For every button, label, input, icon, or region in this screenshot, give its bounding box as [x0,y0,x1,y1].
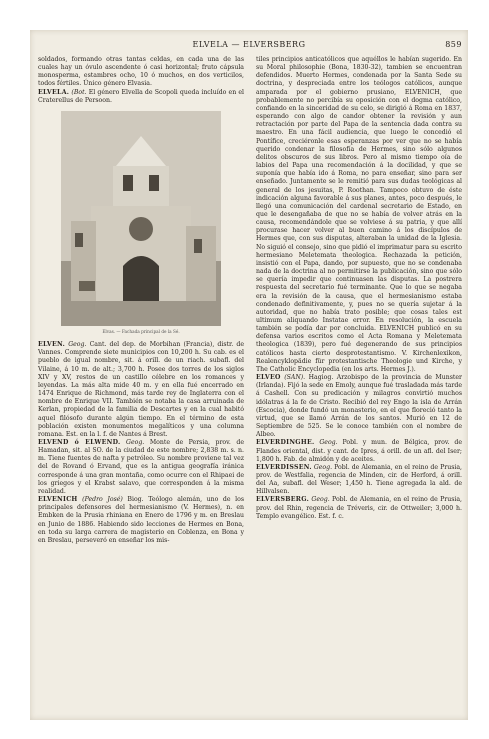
entry-headword: ELVERDINGHE. [256,439,315,447]
entry-abbr: (SAN). [284,374,306,382]
dictionary-entry [38,89,244,105]
dictionary-entry [38,496,244,545]
entry-abbr: (Bot. [71,88,87,96]
paragraph: soldados, formando otras tantas celdas, en cada una de las cuales hay un óvulo ascendente ó casi horizontal; fruto cápsula monosperma, estambres ocho, 10 ó muchos, en dos verticilos, todos fértiles. Único género Elvasia. [38,56,244,88]
entry-headword: ELVEN. [38,341,66,349]
left-column [38,56,244,545]
entry-headword: ELVERDISSEN. [256,463,312,471]
paragraph: tiles principios anticatólicos que aquéllos le habían sugerido. En su Moral philosophie (Bona, 1830-32), tambien se encuentran defendidos. Muerto Hermes, condenada por la Santa Sede su doctrina, y despreciada entre los teólogos católicos, aunque amparada por el gobierno prusiano, ELVENICH, que probablemente no percibía su oposición con el dogma católico, confiando en la sinceridad de su celo, se dirigió á Roma en 1837, esperando con algo de candor obtener la revisión y aun retractación por parte del Papa de la sentencia dada contra su maestro. En una fácil audiencia, que luego le concedió el Pontífice, creciéronle esas esperanzas por ver que no se había querido condenar la filosofía de Hermes, sino sólo algunos delitos obscuros de sus libros. Pero al mismo tiempo oía de labios del Papa una recomendación á la docilidad, y que se suponía que había ido á Roma, no para enseñar, sino para ser enseñado. Juntamente se le remitió para sus dudas teológicas al general de los jesuitas, P. Roothan. Tampoco obtuvo de éste indicación alguna favorable á sus planes, antes, poco después, le llegó una comunicación del cardenal secretario de Estado, en que le desengañaba de que no se había de volver atrás en la causa, recomendándole que se volviese á su patria, y que allí procurase hacer volver al buen camino á los discípulos de Hermes que, con sus disputas, alteraban la unidad de la Iglesia. No siguió el consejo, sino que pidió el imprimatur para su escrito hermesiano Meletemata theologica. Rechazada la petición, insistió con el Papa, dando, por supuesto, que no se condenaba nada de la doctrina al no permitirse la publicación, sino que sólo se quería impedir que continuasen las disputas. La postrera respuesta del secretario fué terminante. Que lo que se negaba era la revisión de la causa, que el hermesianismo estaba condenado definitivamente, y, pues no se quería sujetar á la autoridad, que no había trato posible; que cosas tales est ultimum aliquando Instatae error. En resolución, la escuela también se podía dar por concluida. ELVENICH publicó en su defensa varios escritos como el Acta Romana y Meletemata theologica (1839), pero fué degenerando de sus principios católicos hasta cierto desprotestantismo. V. Kirchenlexikon, Realencyklopädie für protestantische Theologie und Kirche, y The Catholic Encyclopedia (en los arts. Hermes J.). [256,56,462,373]
dictionary-entry [256,464,462,497]
entry-text: El género Elvella de Scopoli queda incluído en el Craterellus de Persoon. [38,88,244,104]
right-column [256,56,462,521]
entry-abbr: Geog. [68,341,87,349]
entry-text: Biog. Teólogo alemán, uno de los principales defensores del hermesianismo (V. Hermes), n. en Embken de la Prusia rhiniana en Enero de 1796 y m. en Breslau en Junio de 1886. Habiendo sido lecciones de Hermes en Bona, en toda su larga carrera de magisterio en Coblenza, en Bona y en Breslau, perseveró en enseñar los mis- [38,496,244,544]
entry-abbr: Geog. [126,438,145,446]
dictionary-entry [38,341,244,439]
entry-headword: ELVEO [256,374,281,382]
entry-headword: ELVEND ó ELWEND. [38,438,121,446]
dictionary-entry [256,496,462,520]
entry-headword: ELVERSBERG. [256,496,310,504]
header-title: ELVELA — ELVERSBERG [192,40,306,49]
entry-headword: ELVENICH [38,496,78,504]
dictionary-entry [38,439,244,496]
entry-headword: ELVELA. [38,88,70,96]
dictionary-entry [256,439,462,463]
entry-text: Cant. del dep. de Morbihan (Francia), distr. de Vannes. Comprende siete municipios con 10,200 h. Su cab. es el pueblo de igual nombre, sit. á orill. de un riach. subafl. del Vilaine, á 10 m. de alt.; 3,700 h. Posee dos torres de los siglos XIV y XV, restos de un castillo célebre en los romances y leyendas. La más alta mide 40 m. y en ella fué encerrado en 1474 Enrique de Richmond, más tarde rey de Inglaterra con el nombre de Enrique VII. También se notaba la casa arruinada de Kerlan, propiedad de la familia de Descartes y en la cual habitó aquel filósofo durante algún tiempo. En el término de esta población existen monumentos megalíticos y una columna romana. Est. en la l. f. de Nantes á Brest. [38,341,245,438]
page [30,30,468,720]
entry-text: Pobl. de Alemania, en el reino de Prusia, prov. de Westfalia, regencia de Minden, cir. de Herford, á orill. del Aa, subafl. del Weser; 1,450 h. Tiene agregada la ald. de Hillvalsen. [256,463,463,496]
entry-abbr: Geog. [319,439,338,447]
entry-abbr: Geog. [311,496,330,504]
figure-caption: Elvas. — Fachada principal de la Sé. [102,328,180,334]
running-header [30,40,468,49]
church-photo [61,111,221,326]
entry-abbr: (Pedro José) [82,496,123,504]
entry-abbr: Geog. [313,463,333,471]
dictionary-entry [256,374,462,439]
entry-text: Hagiog. Arzobispo de la provincia de Munster (Irlanda). Fijó la sede en Emoly, aunque fué trasladada más tarde á Cashell. Con su predicación y milagros convirtió muchos idólatras á la fe de Cristo. Recibió del rey Engo la isla de Arrán (Escocia), donde fundó un monasterio, en el que floreció tanto la virtud, que se llamó Arrán de los santos. Murió en 12 de Septiembre de 525. Se le conoce también con el nombre de Albeo. [256,374,463,439]
page-number: 859 [445,40,462,49]
entry-text: Pobl. y mun. de Bélgica, prov. de Flandes oriental, dist. y cant. de Ipres, á orill. de un afl. del Iser; 1,800 h. Fab. de almidón y de aceites. [256,439,463,463]
entry-text: Pobl. de Alemania, en el reino de Prusia, prov. del Rhin, regencia de Tréveris, cir. de Ottweiler; 3,000 h. Templo evangélico. Est. f. c. [256,496,462,520]
entry-text: Monte de Persia, prov. de Hamadan, sit. al SO. de la ciudad de este nombre; 2,838 m. s. n. m. Tiene fuentes de nafta y petróleo. Su nombre proviene tal vez del de Rovand ó Ervand, que es la antigua geografía iránica corresponde á una gran montaña, como ocurre con el Rhipaei de los griegos y el Krabst salavo, que corresponden á la misma realidad. [38,438,245,495]
